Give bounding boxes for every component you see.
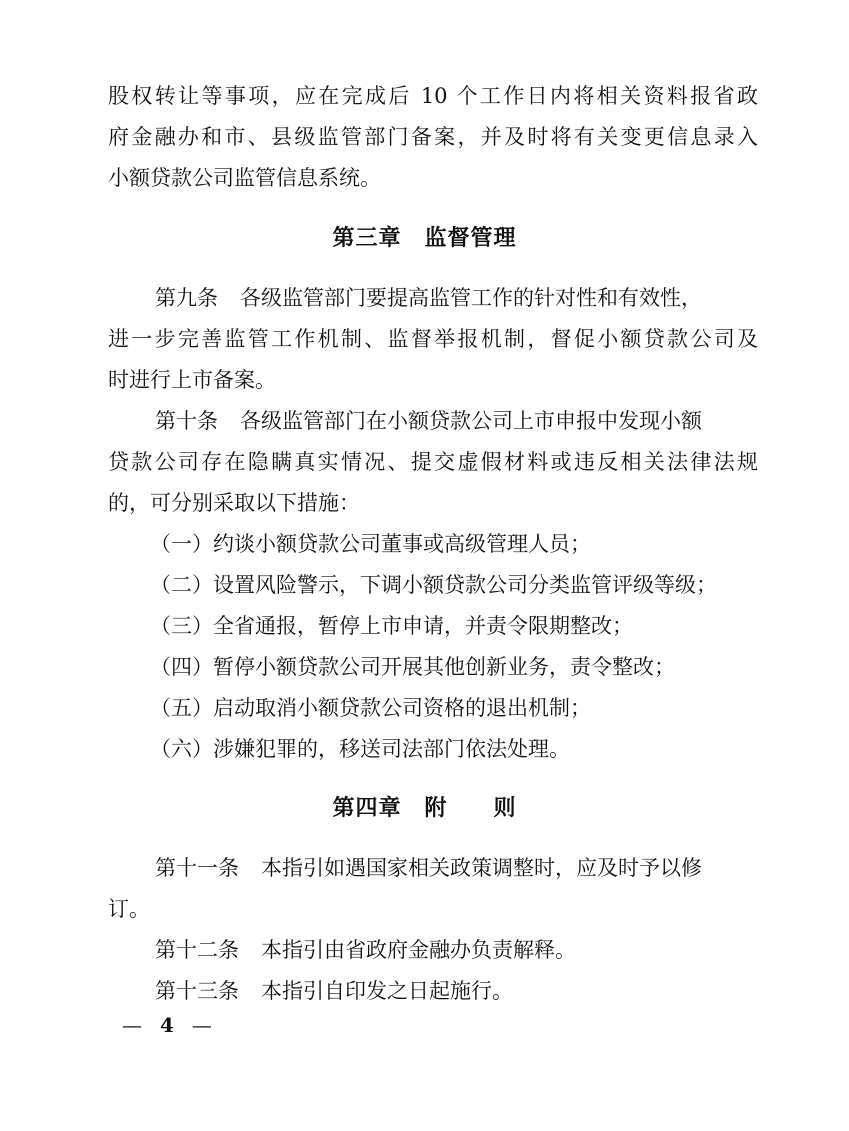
article-label: 第十一条: [155, 856, 239, 880]
paragraph-line: 订。: [108, 897, 150, 921]
page-number-dash-left: —: [122, 1013, 142, 1037]
article-first-line: [155, 852, 758, 884]
paragraph-line: 股权转让等事项，应在完成后 10 个工作日内将相关资料报省政: [108, 84, 758, 108]
article-first-line: [155, 975, 758, 1007]
article-label: 第九条: [155, 286, 218, 310]
paragraph-line: 小额贷款公司监管信息系统。: [108, 166, 381, 190]
article-text: 本指引如遇国家相关政策调整时，应及时予以修: [261, 856, 702, 880]
paragraph-line: 进一步完善监管工作机制、监督举报机制，督促小额贷款公司及: [108, 327, 758, 351]
article-text: 各级监管部门在小额贷款公司上市申报中发现小额: [240, 409, 702, 433]
paragraph-line: 府金融办和市、县级监管部门备案，并及时将有关变更信息录入: [108, 125, 758, 149]
article-first-line: [155, 934, 758, 966]
paragraph-line: 贷款公司存在隐瞒真实情况、提交虚假材料或违反相关法律法规: [108, 450, 758, 474]
chapter-heading: 第四章 附 则: [332, 796, 517, 821]
list-item: （四）暂停小额贷款公司开展其他创新业务，责令整改；: [150, 655, 675, 679]
article-label: 第十二条: [155, 938, 239, 962]
list-item: （二）设置风险警示，下调小额贷款公司分类监管评级等级；: [150, 573, 717, 597]
list-item: （五）启动取消小额贷款公司资格的退出机制；: [150, 696, 591, 720]
list-item: （六）涉嫌犯罪的，移送司法部门依法处理。: [150, 737, 570, 761]
paragraph-line: 时进行上市备案。: [108, 368, 276, 392]
article-text: 本指引自印发之日起施行。: [261, 979, 513, 1003]
page-number-dash-right: —: [191, 1013, 212, 1037]
article-label: 第十三条: [155, 979, 239, 1003]
article-first-line: [155, 282, 758, 314]
list-item: （一）约谈小额贷款公司董事或高级管理人员；: [150, 532, 591, 556]
article-first-line: [155, 405, 758, 437]
article-text: 各级监管部门要提高监管工作的针对性和有效性，: [240, 286, 702, 310]
article-text: 本指引由省政府金融办负责解释。: [261, 938, 576, 962]
list-item: （三）全省通报，暂停上市申请，并责令限期整改；: [150, 614, 633, 638]
page-number: [118, 1010, 216, 1040]
paragraph-line: 的，可分别采取以下措施：: [108, 491, 360, 515]
page-number-value: 4: [160, 1013, 174, 1037]
chapter-heading: 第三章 监督管理: [332, 226, 517, 251]
article-label: 第十条: [155, 409, 218, 433]
